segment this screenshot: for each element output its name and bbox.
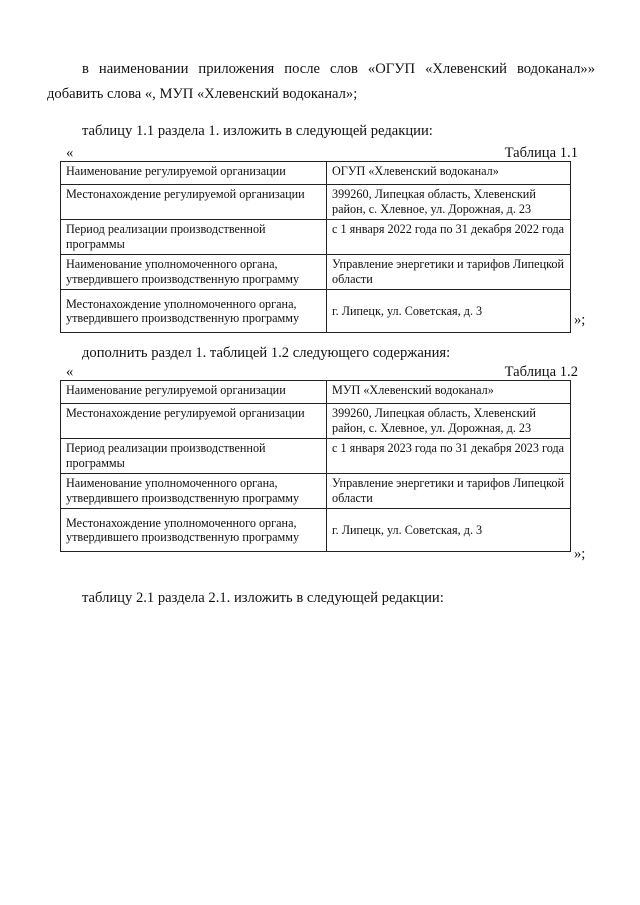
table-cell-value: с 1 января 2023 года по 31 декабря 2023 года bbox=[327, 439, 571, 474]
table-cell-label: Местонахождение регулируемой организации bbox=[61, 185, 327, 220]
table-cell-label: Период реализации производственной программы bbox=[61, 439, 327, 474]
paragraph-appendix-name: в наименовании приложения после слов «ОГУП «Хлевенский водоканал»» добавить слова «, МУП «Хлевенский водоканал»; bbox=[47, 61, 595, 102]
paragraph-table-2-1-intro: таблицу 2.1 раздела 2.1. изложить в следующей редакции: bbox=[82, 590, 444, 606]
paragraph-table-1-2-intro: дополнить раздел 1. таблицей 1.2 следующего содержания: bbox=[82, 345, 451, 361]
table-cell-label: Наименование регулируемой организации bbox=[61, 381, 327, 404]
table-row bbox=[61, 381, 571, 404]
table-cell-value: г. Липецк, ул. Советская, д. 3 bbox=[327, 290, 571, 333]
table-cell-value: 399260, Липецкая область, Хлевенский район, с. Хлевное, ул. Дорожная, д. 23 bbox=[327, 185, 571, 220]
table-cell-value: ОГУП «Хлевенский водоканал» bbox=[327, 162, 571, 185]
paragraph-table-1-1-intro: таблицу 1.1 раздела 1. изложить в следующей редакции: bbox=[82, 123, 433, 139]
table-row bbox=[61, 439, 571, 474]
table-1-2-caption: Таблица 1.2 bbox=[504, 364, 578, 380]
table-cell-label: Местонахождение уполномоченного органа, утвердившего производственную программу bbox=[61, 290, 327, 333]
table-row bbox=[61, 255, 571, 290]
table-row bbox=[61, 162, 571, 185]
table-cell-value: г. Липецк, ул. Советская, д. 3 bbox=[327, 509, 571, 552]
table-cell-label: Наименование уполномоченного органа, утвердившего производственную программу bbox=[61, 255, 327, 290]
table-1-1-close-quote: »; bbox=[574, 312, 586, 328]
table-cell-label: Наименование уполномоченного органа, утвердившего производственную программу bbox=[61, 474, 327, 509]
table-1-2-open-quote: « bbox=[66, 364, 74, 380]
table-1-1-open-quote: « bbox=[66, 145, 74, 161]
table-cell-value: МУП «Хлевенский водоканал» bbox=[327, 381, 571, 404]
table-row bbox=[61, 185, 571, 220]
table-cell-label: Местонахождение уполномоченного органа, утвердившего производственную программу bbox=[61, 509, 327, 552]
table-cell-label: Местонахождение регулируемой организации bbox=[61, 404, 327, 439]
table-cell-label: Наименование регулируемой организации bbox=[61, 162, 327, 185]
table-1-2 bbox=[60, 380, 571, 552]
table-cell-value: Управление энергетики и тарифов Липецкой области bbox=[327, 255, 571, 290]
table-cell-value: с 1 января 2022 года по 31 декабря 2022 года bbox=[327, 220, 571, 255]
table-row bbox=[61, 220, 571, 255]
table-cell-value: Управление энергетики и тарифов Липецкой области bbox=[327, 474, 571, 509]
table-1-1-caption: Таблица 1.1 bbox=[504, 145, 578, 161]
table-1-2-close-quote: »; bbox=[574, 546, 586, 562]
table-row bbox=[61, 509, 571, 552]
table-1-1 bbox=[60, 161, 571, 333]
table-cell-label: Период реализации производственной программы bbox=[61, 220, 327, 255]
table-row bbox=[61, 290, 571, 333]
table-row bbox=[61, 404, 571, 439]
table-cell-value: 399260, Липецкая область, Хлевенский район, с. Хлевное, ул. Дорожная, д. 23 bbox=[327, 404, 571, 439]
table-row bbox=[61, 474, 571, 509]
